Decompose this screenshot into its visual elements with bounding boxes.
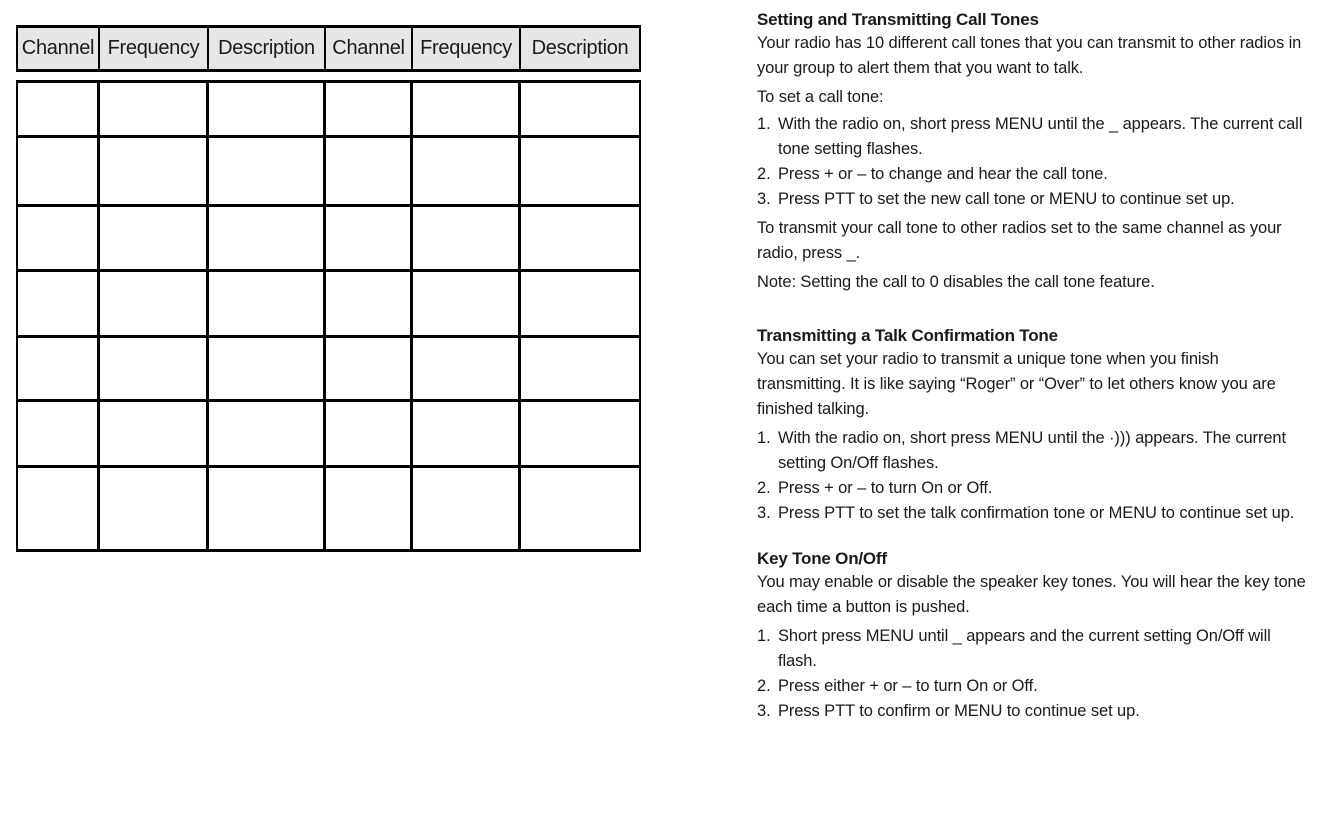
steps-list bbox=[757, 426, 1309, 526]
steps-list bbox=[757, 624, 1309, 724]
table-cell bbox=[209, 138, 326, 204]
table-cell bbox=[100, 207, 209, 269]
header-frequency: Frequency bbox=[100, 28, 209, 69]
table-row bbox=[18, 402, 639, 468]
table-cell bbox=[18, 468, 100, 549]
table-cell bbox=[209, 468, 326, 549]
table-cell bbox=[326, 402, 413, 465]
steps-list bbox=[757, 112, 1309, 212]
header-frequency: Frequency bbox=[413, 28, 521, 69]
step-item: 1. With the radio on, short press MENU until the ·))) appears. The current setting On/Off flashes. bbox=[757, 429, 1286, 472]
table-cell bbox=[100, 138, 209, 204]
section-title: Setting and Transmitting Call Tones bbox=[757, 10, 1039, 29]
table-cell bbox=[209, 83, 326, 135]
table-cell bbox=[521, 402, 639, 465]
table-cell bbox=[326, 338, 413, 399]
table-cell bbox=[413, 138, 521, 204]
table-row bbox=[18, 207, 639, 272]
section-note: Note: Setting the call to 0 disables the call tone feature. bbox=[757, 273, 1155, 291]
table-cell bbox=[209, 272, 326, 335]
section-title: Key Tone On/Off bbox=[757, 549, 887, 568]
table-cell bbox=[209, 402, 326, 465]
table-cell bbox=[18, 272, 100, 335]
table-cell bbox=[521, 138, 639, 204]
header-description: Description bbox=[531, 37, 629, 59]
header-channel: Channel bbox=[326, 28, 413, 69]
table-body bbox=[16, 80, 641, 552]
table-cell bbox=[100, 468, 209, 549]
step-item: 3. Press PTT to confirm or MENU to continue set up. bbox=[757, 702, 1140, 720]
channel-log-table bbox=[16, 25, 641, 552]
table-header-row bbox=[16, 25, 641, 72]
step-text: Press + or – to change and hear the call tone. bbox=[778, 165, 1108, 183]
table-cell bbox=[326, 468, 413, 549]
table-cell bbox=[100, 402, 209, 465]
table-cell bbox=[521, 83, 639, 135]
section-talk-confirmation bbox=[757, 325, 1309, 526]
step-text: Press + or – to turn On or Off. bbox=[778, 479, 993, 497]
table-cell bbox=[18, 402, 100, 465]
table-cell bbox=[18, 138, 100, 204]
table-cell bbox=[413, 338, 521, 399]
table-cell bbox=[413, 83, 521, 135]
table-cell bbox=[326, 207, 413, 269]
table-cell bbox=[521, 338, 639, 399]
table-cell bbox=[100, 272, 209, 335]
step-text: Press PTT to set the new call tone or MENU to continue set up. bbox=[778, 190, 1235, 208]
step-item: 1. Short press MENU until _ appears and the current setting On/Off will flash. bbox=[757, 627, 1271, 670]
step-item: 2. Press + or – to change and hear the call tone. bbox=[757, 165, 1108, 183]
step-item: 2. Press + or – to turn On or Off. bbox=[757, 479, 993, 497]
table-cell bbox=[209, 207, 326, 269]
section-call-tones bbox=[757, 9, 1309, 295]
step-text: With the radio on, short press MENU until the ·))) appears. The current setting On/Off flashes. bbox=[778, 429, 1286, 472]
header-description: Description bbox=[209, 28, 326, 69]
step-item: 1. With the radio on, short press MENU until the _ appears. The current call tone setting flashes. bbox=[757, 115, 1303, 158]
section-note: To transmit your call tone to other radios set to the same channel as your radio, press _. bbox=[757, 219, 1282, 262]
step-item: 3. Press PTT to set the talk confirmation tone or MENU to continue set up. bbox=[757, 504, 1295, 522]
table-cell bbox=[18, 207, 100, 269]
step-text: With the radio on, short press MENU until the _ appears. The current call tone setting flashes. bbox=[778, 115, 1303, 158]
table-cell bbox=[209, 338, 326, 399]
table-cell bbox=[413, 468, 521, 549]
section-key-tone bbox=[757, 548, 1309, 724]
table-cell bbox=[413, 272, 521, 335]
table-row bbox=[18, 468, 639, 549]
table-cell bbox=[100, 338, 209, 399]
section-title: Transmitting a Talk Confirmation Tone bbox=[757, 326, 1058, 345]
header-channel: Channel bbox=[18, 28, 100, 69]
table-cell bbox=[100, 83, 209, 135]
table-row bbox=[18, 338, 639, 402]
step-text: Short press MENU until _ appears and the current setting On/Off will flash. bbox=[778, 627, 1271, 670]
table-cell bbox=[521, 272, 639, 335]
section-lead: To set a call tone: bbox=[757, 88, 884, 106]
table-row bbox=[18, 272, 639, 338]
step-item: 2. Press either + or – to turn On or Off. bbox=[757, 677, 1038, 695]
instructions-column bbox=[757, 9, 1309, 746]
table-row bbox=[18, 83, 639, 138]
table-cell bbox=[521, 207, 639, 269]
table-cell bbox=[18, 83, 100, 135]
section-intro: Your radio has 10 different call tones that you can transmit to other radios in your group to alert them that you want to talk. bbox=[757, 34, 1302, 77]
table-cell bbox=[18, 338, 100, 399]
table-cell bbox=[413, 207, 521, 269]
table-cell bbox=[326, 83, 413, 135]
table-cell bbox=[326, 138, 413, 204]
section-intro: You can set your radio to transmit a unique tone when you finish transmitting. It is like saying “Roger” or “Over” to let others know you are finished talking. bbox=[757, 350, 1276, 418]
table-cell bbox=[326, 272, 413, 335]
step-item: 3. Press PTT to set the new call tone or MENU to continue set up. bbox=[757, 190, 1235, 208]
table-cell bbox=[413, 402, 521, 465]
step-text: Press PTT to set the talk confirmation tone or MENU to continue set up. bbox=[778, 504, 1295, 522]
table-cell bbox=[521, 468, 639, 549]
table-row bbox=[18, 138, 639, 207]
step-text: Press PTT to confirm or MENU to continue set up. bbox=[778, 702, 1140, 720]
step-text: Press either + or – to turn On or Off. bbox=[778, 677, 1038, 695]
section-intro: You may enable or disable the speaker key tones. You will hear the key tone each time a button is pushed. bbox=[757, 573, 1306, 616]
